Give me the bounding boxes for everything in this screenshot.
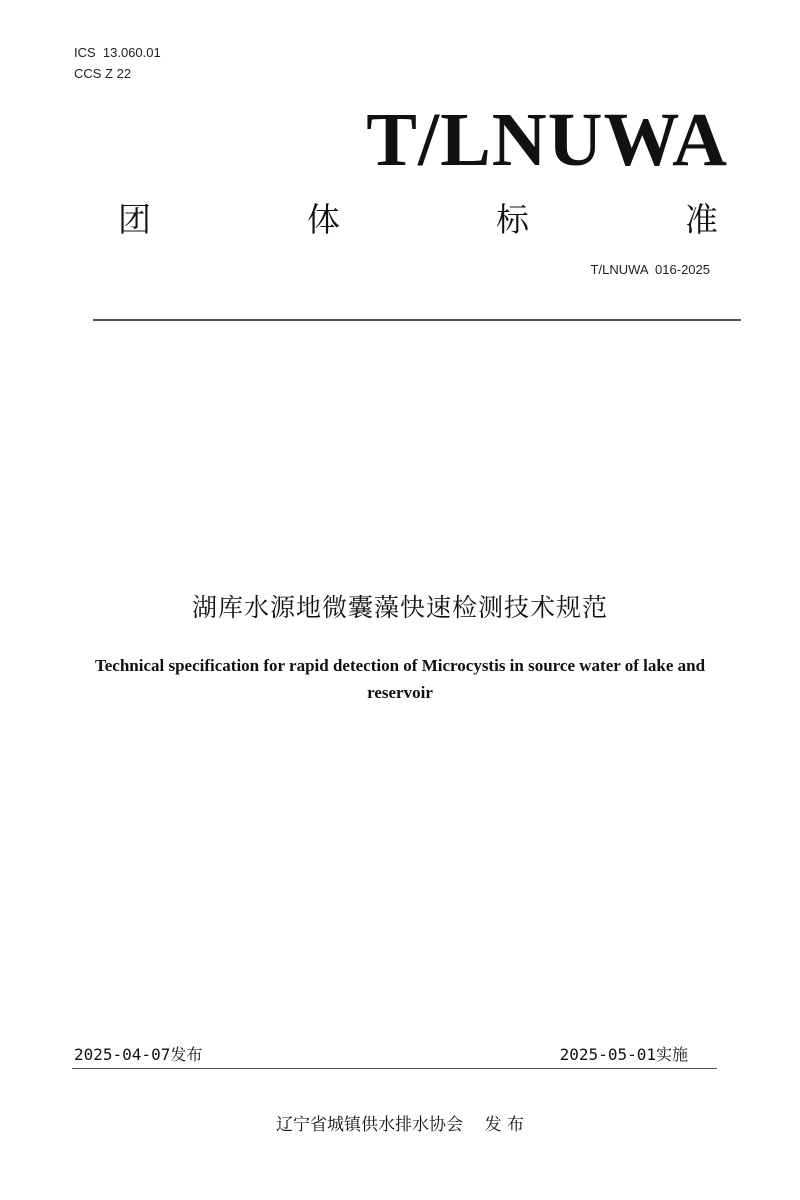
- publisher-name: 辽宁省城镇供水排水协会: [275, 1115, 463, 1135]
- ccs-code: CCS Z 22: [74, 66, 132, 81]
- publisher-action: 发 布: [484, 1115, 525, 1135]
- issue-date: 2025-04-07发布: [74, 1045, 203, 1064]
- standard-type-char: 标: [496, 199, 529, 239]
- classification-codes: [74, 42, 161, 84]
- title-english: Technical specification for rapid detection of Microcystis in source water of lake and reservoir: [94, 656, 706, 702]
- implementation-date: 2025-05-01实施: [559, 1045, 688, 1064]
- publisher: [0, 1110, 800, 1135]
- top-divider: [93, 319, 741, 321]
- ics-code: ICS 13.060.01: [74, 45, 161, 60]
- standard-type-char: 团: [118, 199, 151, 239]
- standard-number: T/LNUWA 016-2025: [590, 262, 710, 277]
- bottom-divider: [72, 1068, 717, 1069]
- standard-type-char: 准: [685, 199, 718, 239]
- standard-type-char: 体: [307, 199, 340, 239]
- standard-type: [118, 193, 718, 241]
- organization-code: T/LNUWA: [366, 98, 728, 182]
- title-chinese: 湖库水源地微囊藻快速检测技术规范: [191, 593, 608, 622]
